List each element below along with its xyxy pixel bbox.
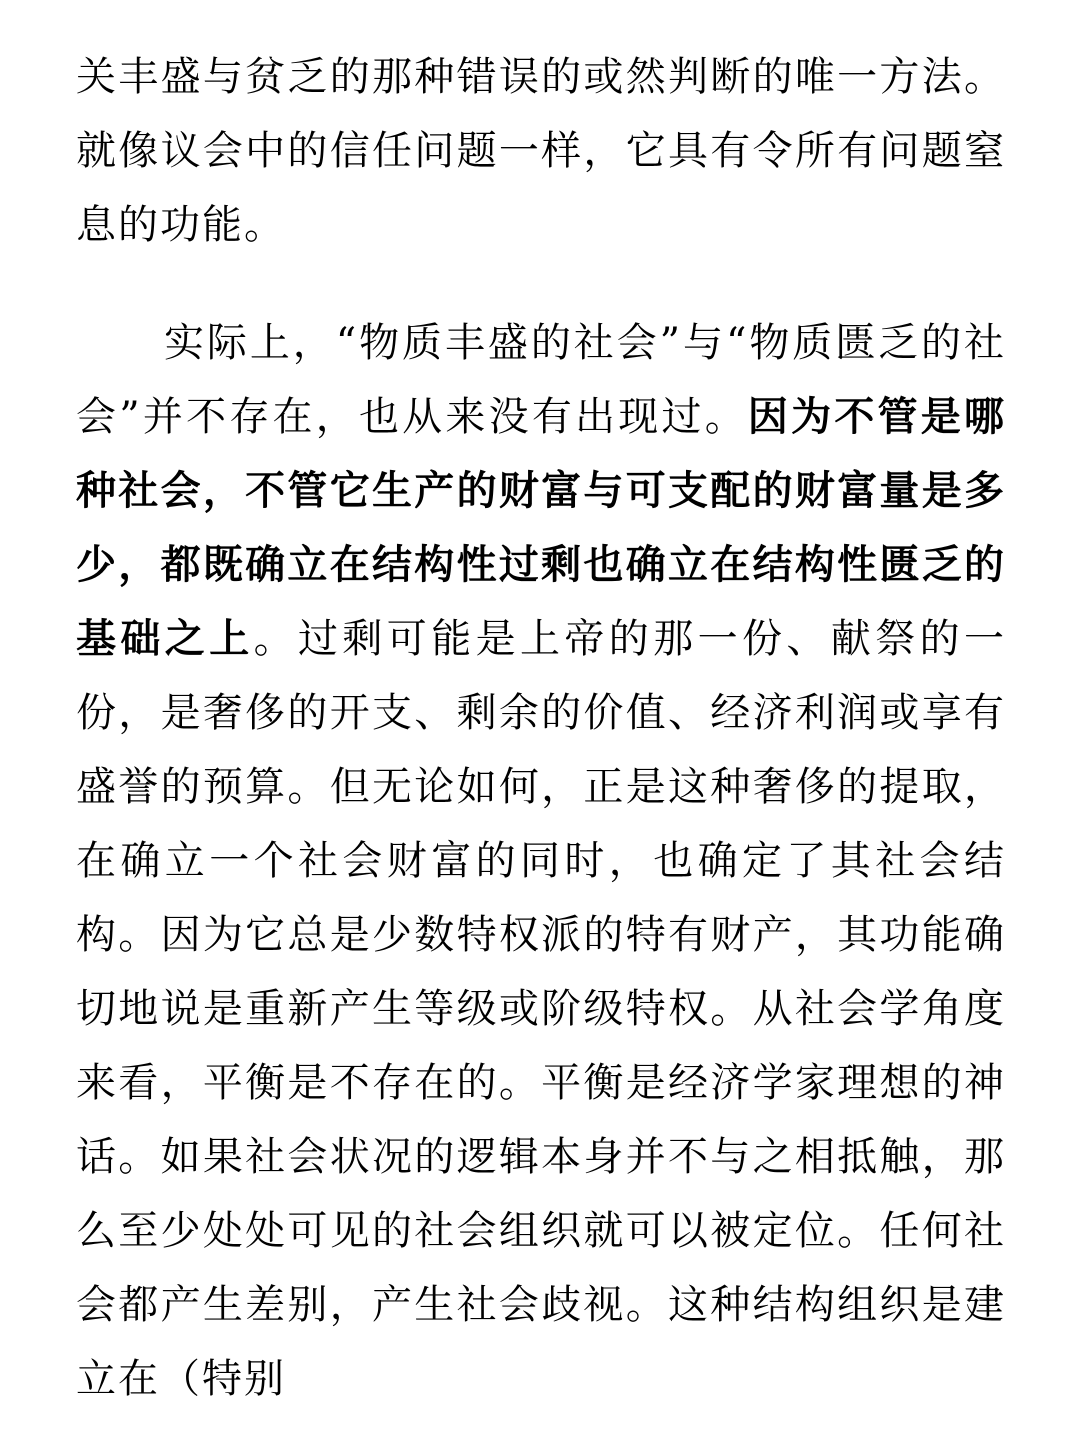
- paragraph-2: [76, 306, 1006, 1416]
- paragraph-1: 关丰盛与贫乏的那种错误的或然判断的唯一方法。就像议会中的信任问题一样，它具有令所有问题窒息的功能。: [76, 54, 1006, 248]
- paragraph-2-bold-emphasis: 因为不管是哪种社会，不管它生产的财富与可支配的财富量是多少，都既确立在结构性过剩也确立在结构性匮乏的基础之上: [76, 393, 1007, 662]
- paragraph-2-part-3: 。过剩可能是上帝的那一份、献祭的一份，是奢侈的开支、剩余的价值、经济利润或享有盛誉的预算。但无论如何，正是这种奢侈的提取，在确立一个社会财富的同时，也确定了其社会结构。因为它总是少数特权派的特有财产，其功能确切地说是重新产生等级或阶级特权。从社会学角度来看，平衡是不存在的。平衡是经济学家理想的神话。如果社会状况的逻辑本身并不与之相抵触，那么至少处处可见的社会组织就可以被定位。任何社会都产生差别，产生社会歧视。这种结构组织是建立在（特别: [76, 616, 1007, 1402]
- paragraph-2-part-1: 实际上，“物质丰盛的社会”与“物质匮乏的社会”并不存在，也从来没有出现过。: [76, 320, 1006, 440]
- document-page: [76, 40, 1006, 1416]
